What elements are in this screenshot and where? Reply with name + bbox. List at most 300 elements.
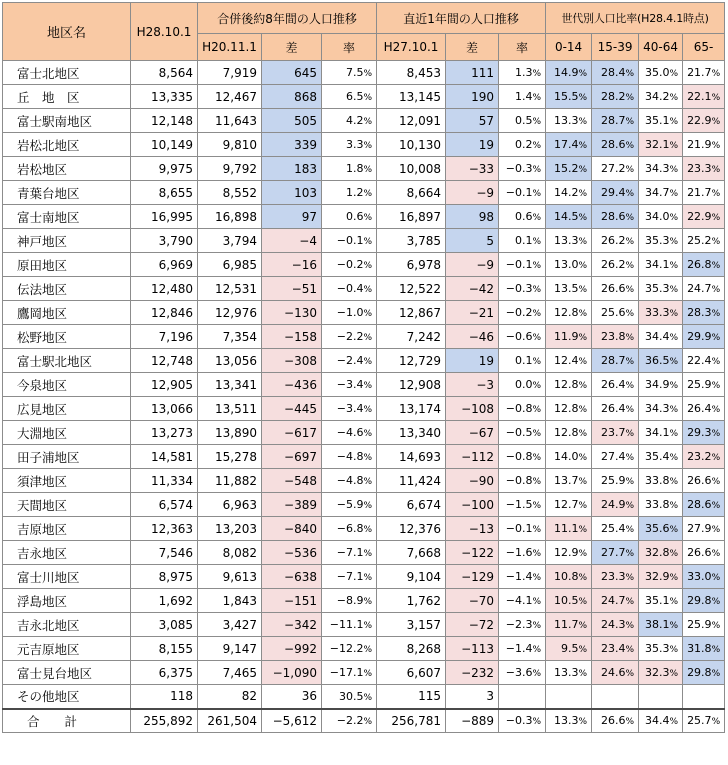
recent-diff: −90 bbox=[446, 469, 499, 493]
table-row bbox=[3, 253, 725, 277]
age-ratio-0 bbox=[546, 397, 592, 421]
district-name: その他地区 bbox=[3, 685, 131, 709]
age-ratio-0-suffix: % bbox=[578, 357, 588, 367]
merger-diff: −617 bbox=[262, 421, 322, 445]
age-ratio-0-value: 17.4 bbox=[554, 138, 579, 151]
age-ratio-3 bbox=[683, 493, 725, 517]
merger-rate-value: −2.4 bbox=[336, 354, 364, 367]
recent-rate-suffix: % bbox=[532, 261, 542, 271]
recent-rate-value: −4.1 bbox=[505, 594, 533, 607]
merger-rate bbox=[322, 589, 377, 613]
age-ratio-1-value: 28.6 bbox=[601, 138, 626, 151]
recent-diff: −889 bbox=[446, 709, 499, 733]
district-name: 吉永北地区 bbox=[3, 613, 131, 637]
recent-diff-header: 差 bbox=[446, 34, 499, 61]
age-ratio-2 bbox=[639, 541, 683, 565]
age-ratio-0-suffix: % bbox=[578, 645, 588, 655]
age-ratio-0-suffix: % bbox=[578, 621, 588, 631]
age-ratio-2-suffix: % bbox=[669, 477, 679, 487]
merger-rate-suffix: % bbox=[363, 549, 373, 559]
age-ratio-3 bbox=[683, 469, 725, 493]
age-ratio-1-suffix: % bbox=[625, 165, 635, 175]
age-ratio-2-value: 32.8 bbox=[645, 546, 670, 559]
recent-diff: −122 bbox=[446, 541, 499, 565]
recent-rate bbox=[499, 229, 546, 253]
population-h20: 15,278 bbox=[198, 445, 262, 469]
recent-rate-value: 0.1 bbox=[515, 354, 533, 367]
population-h28: 13,335 bbox=[131, 85, 198, 109]
recent-rate bbox=[499, 325, 546, 349]
age-ratio-3-suffix: % bbox=[711, 645, 721, 655]
population-h27: 10,008 bbox=[377, 157, 446, 181]
age-ratio-2-suffix: % bbox=[669, 117, 679, 127]
age-ratio-0-value: 14.2 bbox=[554, 186, 579, 199]
merger-rate-value: −4.8 bbox=[336, 450, 364, 463]
age-ratio-1-suffix: % bbox=[625, 645, 635, 655]
age-ratio-3-value: 29.3 bbox=[687, 426, 712, 439]
recent-rate-value: −0.8 bbox=[505, 402, 533, 415]
age-ratio-3 bbox=[683, 397, 725, 421]
recent-rate-suffix: % bbox=[532, 573, 542, 583]
age-ratio-2-value: 33.3 bbox=[645, 306, 670, 319]
age-ratio-0-suffix: % bbox=[578, 477, 588, 487]
recent-rate bbox=[499, 517, 546, 541]
age-ratio-2-suffix: % bbox=[669, 429, 679, 439]
age-ratio-1-value: 24.9 bbox=[601, 498, 626, 511]
age-ratio-2-value: 34.2 bbox=[645, 90, 670, 103]
age-ratio-3 bbox=[683, 373, 725, 397]
age-ratio-2-value: 34.9 bbox=[645, 378, 670, 391]
age-ratio-3-suffix: % bbox=[711, 93, 721, 103]
recent-rate-value: −0.1 bbox=[505, 258, 533, 271]
age-ratio-2-value: 32.1 bbox=[645, 138, 670, 151]
recent-rate bbox=[499, 565, 546, 589]
table-row bbox=[3, 661, 725, 685]
age-ratio-0 bbox=[546, 181, 592, 205]
merger-diff: 103 bbox=[262, 181, 322, 205]
recent-rate bbox=[499, 133, 546, 157]
age-ratio-2-suffix: % bbox=[669, 261, 679, 271]
age-ratio-0 bbox=[546, 253, 592, 277]
base-date-header: H28.10.1 bbox=[131, 3, 198, 61]
merger-rate bbox=[322, 493, 377, 517]
age-ratio-2-value: 34.3 bbox=[645, 162, 670, 175]
age-ratio-3-suffix: % bbox=[711, 357, 721, 367]
age-ratio-1 bbox=[592, 277, 639, 301]
age-ratio-3-value: 26.6 bbox=[687, 474, 712, 487]
age-ratio-1-suffix: % bbox=[625, 117, 635, 127]
age-ratio-0 bbox=[546, 277, 592, 301]
merger-rate bbox=[322, 301, 377, 325]
age-ratio-3-value: 27.9 bbox=[687, 522, 712, 535]
age-ratio-1-suffix: % bbox=[625, 285, 635, 295]
age-ratio-3-value: 25.9 bbox=[687, 618, 712, 631]
age-ratio-2-suffix: % bbox=[669, 405, 679, 415]
recent-rate bbox=[499, 205, 546, 229]
district-name: 元吉原地区 bbox=[3, 637, 131, 661]
age-ratio-3 bbox=[683, 277, 725, 301]
age-ratio-0 bbox=[546, 709, 592, 733]
district-name: 富士川地区 bbox=[3, 565, 131, 589]
age-ratio-0 bbox=[546, 541, 592, 565]
total-row bbox=[3, 709, 725, 733]
merger-rate-value: −12.2 bbox=[329, 642, 364, 655]
table-row bbox=[3, 613, 725, 637]
age-ratio-2-value: 36.5 bbox=[645, 354, 670, 367]
age-ratio-2 bbox=[639, 109, 683, 133]
age-ratio-0 bbox=[546, 685, 592, 709]
age-ratio-1-value: 27.7 bbox=[601, 546, 626, 559]
population-h27: 13,174 bbox=[377, 397, 446, 421]
age-ratio-1-suffix: % bbox=[625, 69, 635, 79]
table-row bbox=[3, 181, 725, 205]
age-ratio-3-value: 21.7 bbox=[687, 186, 712, 199]
recent-rate bbox=[499, 397, 546, 421]
population-h20: 9,613 bbox=[198, 565, 262, 589]
age-ratio-2-value: 33.8 bbox=[645, 498, 670, 511]
district-name: 大淵地区 bbox=[3, 421, 131, 445]
merger-rate bbox=[322, 325, 377, 349]
recent-rate-value: −1.5 bbox=[505, 498, 533, 511]
district-name: 合 計 bbox=[3, 709, 131, 733]
population-h20: 7,465 bbox=[198, 661, 262, 685]
recent-rate-suffix: % bbox=[532, 213, 542, 223]
recent-rate-suffix: % bbox=[532, 141, 542, 151]
recent-rate-value: −1.4 bbox=[505, 570, 533, 583]
recent-diff: −42 bbox=[446, 277, 499, 301]
district-name: 富士見台地区 bbox=[3, 661, 131, 685]
age-ratio-3 bbox=[683, 589, 725, 613]
recent-rate-suffix: % bbox=[532, 621, 542, 631]
age-ratio-1-value: 28.4 bbox=[601, 66, 626, 79]
age-ratio-2-value: 34.3 bbox=[645, 402, 670, 415]
age-ratio-3-value: 21.9 bbox=[687, 138, 712, 151]
merger-rate-value: 30.5 bbox=[338, 689, 364, 703]
recent-rate bbox=[499, 613, 546, 637]
age-ratio-3-value: 26.4 bbox=[687, 402, 712, 415]
merger-rate bbox=[322, 205, 377, 229]
age-ratio-0-suffix: % bbox=[578, 141, 588, 151]
age-ratio-2-suffix: % bbox=[669, 285, 679, 295]
population-h28: 12,748 bbox=[131, 349, 198, 373]
recent-rate-suffix: % bbox=[532, 525, 542, 535]
merger-rate bbox=[322, 253, 377, 277]
recent-rate-value: 0.5 bbox=[515, 114, 533, 127]
population-h27: 12,091 bbox=[377, 109, 446, 133]
population-h27: 1,762 bbox=[377, 589, 446, 613]
district-name: 岩松地区 bbox=[3, 157, 131, 181]
table-row bbox=[3, 325, 725, 349]
merger-rate bbox=[322, 277, 377, 301]
population-h27: 9,104 bbox=[377, 565, 446, 589]
population-h20: 8,082 bbox=[198, 541, 262, 565]
recent-rate-suffix: % bbox=[532, 285, 542, 295]
district-name: 丘 地 区 bbox=[3, 85, 131, 109]
merger-rate-value: 1.2 bbox=[345, 186, 364, 199]
population-h28: 7,546 bbox=[131, 541, 198, 565]
merger-diff: −697 bbox=[262, 445, 322, 469]
recent-rate bbox=[499, 109, 546, 133]
age-ratio-1 bbox=[592, 181, 639, 205]
age-ratio-3 bbox=[683, 325, 725, 349]
population-h20: 11,882 bbox=[198, 469, 262, 493]
merger-rate bbox=[322, 637, 377, 661]
age-ratio-3 bbox=[683, 565, 725, 589]
population-h20: 12,531 bbox=[198, 277, 262, 301]
age-ratio-3-value: 29.9 bbox=[687, 330, 712, 343]
age-ratio-3-value: 31.8 bbox=[687, 642, 712, 655]
age-ratio-1-value: 28.2 bbox=[601, 90, 626, 103]
population-h20: 11,643 bbox=[198, 109, 262, 133]
age-ratio-2 bbox=[639, 709, 683, 733]
merger-diff: −992 bbox=[262, 637, 322, 661]
table-row bbox=[3, 565, 725, 589]
age-ratio-3-value: 24.7 bbox=[687, 282, 712, 295]
population-h27: 11,424 bbox=[377, 469, 446, 493]
merger-diff: 97 bbox=[262, 205, 322, 229]
merger-rate bbox=[322, 469, 377, 493]
recent-diff: −113 bbox=[446, 637, 499, 661]
age-ratio-3-suffix: % bbox=[711, 453, 721, 463]
merger-rate-value: −1.0 bbox=[336, 306, 364, 319]
age-ratio-0-suffix: % bbox=[578, 189, 588, 199]
age-ratio-2 bbox=[639, 85, 683, 109]
age-ratio-3 bbox=[683, 133, 725, 157]
age-ratio-2 bbox=[639, 493, 683, 517]
merger-rate-value: −5.9 bbox=[336, 498, 364, 511]
population-h20: 13,890 bbox=[198, 421, 262, 445]
age-ratio-3-suffix: % bbox=[711, 621, 721, 631]
recent-diff: 19 bbox=[446, 133, 499, 157]
age-ratio-0 bbox=[546, 613, 592, 637]
age-ratio-2-suffix: % bbox=[669, 453, 679, 463]
merger-diff: −5,612 bbox=[262, 709, 322, 733]
merger-rate-header: 率 bbox=[322, 34, 377, 61]
population-h20: 9,147 bbox=[198, 637, 262, 661]
age-ratio-3 bbox=[683, 253, 725, 277]
population-h28: 14,581 bbox=[131, 445, 198, 469]
merger-diff: −151 bbox=[262, 589, 322, 613]
merger-diff: −436 bbox=[262, 373, 322, 397]
age-ratio-1 bbox=[592, 709, 639, 733]
population-h28: 13,066 bbox=[131, 397, 198, 421]
population-h20: 12,467 bbox=[198, 85, 262, 109]
recent-rate bbox=[499, 85, 546, 109]
recent-rate bbox=[499, 373, 546, 397]
recent-diff: 3 bbox=[446, 685, 499, 709]
table-row bbox=[3, 277, 725, 301]
population-h20: 13,341 bbox=[198, 373, 262, 397]
recent-rate-suffix: % bbox=[532, 165, 542, 175]
merger-rate-value: 3.3 bbox=[345, 138, 364, 151]
age-ratio-0 bbox=[546, 157, 592, 181]
merger-diff: 505 bbox=[262, 109, 322, 133]
age-ratio-2-suffix: % bbox=[669, 237, 679, 247]
merger-diff: −1,090 bbox=[262, 661, 322, 685]
age-ratio-0-value: 12.9 bbox=[554, 546, 579, 559]
recent-rate-value: −2.3 bbox=[505, 618, 533, 631]
merger-diff: −51 bbox=[262, 277, 322, 301]
table-row bbox=[3, 421, 725, 445]
age-ratio-2 bbox=[639, 229, 683, 253]
age-ratio-1-value: 27.4 bbox=[601, 450, 626, 463]
age-ratio-2-value: 32.9 bbox=[645, 570, 670, 583]
age-ratio-0 bbox=[546, 373, 592, 397]
age-ratio-2-value: 33.8 bbox=[645, 474, 670, 487]
population-h27: 3,785 bbox=[377, 229, 446, 253]
age-ratio-1-value: 29.4 bbox=[601, 186, 626, 199]
recent-date-header: H27.10.1 bbox=[377, 34, 446, 61]
recent-rate-suffix: % bbox=[532, 117, 542, 127]
age-ratio-1 bbox=[592, 589, 639, 613]
recent-rate-suffix: % bbox=[532, 597, 542, 607]
table-row bbox=[3, 61, 725, 85]
table-row bbox=[3, 229, 725, 253]
recent-diff: −13 bbox=[446, 517, 499, 541]
age-ratio-2-value: 35.1 bbox=[645, 594, 670, 607]
merger-rate bbox=[322, 541, 377, 565]
recent-rate-value: −0.8 bbox=[505, 450, 533, 463]
age-ratio-1-value: 27.2 bbox=[601, 162, 626, 175]
merger-rate-suffix: % bbox=[363, 189, 373, 199]
merger-rate-suffix: % bbox=[363, 453, 373, 463]
district-name: 神戸地区 bbox=[3, 229, 131, 253]
merger-rate-value: −4.8 bbox=[336, 474, 364, 487]
age-ratio-3-value: 25.9 bbox=[687, 378, 712, 391]
age-ratio-0-suffix: % bbox=[578, 117, 588, 127]
recent-diff: −100 bbox=[446, 493, 499, 517]
age-ratio-3-value: 23.3 bbox=[687, 162, 712, 175]
merger-diff: −638 bbox=[262, 565, 322, 589]
merger-rate-suffix: % bbox=[363, 357, 373, 367]
age-ratio-3-value: 22.9 bbox=[687, 114, 712, 127]
population-h28: 12,846 bbox=[131, 301, 198, 325]
table-row bbox=[3, 109, 725, 133]
merger-rate-suffix: % bbox=[363, 477, 373, 487]
district-name: 岩松北地区 bbox=[3, 133, 131, 157]
merger-rate bbox=[322, 109, 377, 133]
age-ratio-0-suffix: % bbox=[578, 381, 588, 391]
age-ratio-3-value: 22.9 bbox=[687, 210, 712, 223]
population-h27: 8,453 bbox=[377, 61, 446, 85]
recent-rate-value: −0.3 bbox=[505, 162, 533, 175]
recent-rate bbox=[499, 421, 546, 445]
age-ratio-0 bbox=[546, 445, 592, 469]
age-ratio-2-suffix: % bbox=[669, 93, 679, 103]
age-ratio-1-suffix: % bbox=[625, 405, 635, 415]
age-ratio-2 bbox=[639, 325, 683, 349]
merger-rate bbox=[322, 565, 377, 589]
merger-date-header: H20.11.1 bbox=[198, 34, 262, 61]
recent-rate-value: 0.0 bbox=[515, 378, 533, 391]
age-ratio-1-suffix: % bbox=[625, 309, 635, 319]
age-ratio-0-value: 15.5 bbox=[554, 90, 579, 103]
population-h28: 12,148 bbox=[131, 109, 198, 133]
recent-rate bbox=[499, 661, 546, 685]
merger-rate bbox=[322, 517, 377, 541]
age-ratio-3 bbox=[683, 109, 725, 133]
recent-diff: −72 bbox=[446, 613, 499, 637]
age-ratio-0-value: 9.5 bbox=[561, 642, 579, 655]
merger-rate-suffix: % bbox=[363, 285, 373, 295]
population-h28: 12,480 bbox=[131, 277, 198, 301]
age-ratio-1-value: 23.7 bbox=[601, 426, 626, 439]
age-ratio-2-value: 35.4 bbox=[645, 450, 670, 463]
recent-rate-value: 0.1 bbox=[515, 234, 533, 247]
recent-rate bbox=[499, 469, 546, 493]
age-ratio-3-value: 22.1 bbox=[687, 90, 712, 103]
age-ratio-1-suffix: % bbox=[625, 669, 635, 679]
population-h20: 12,976 bbox=[198, 301, 262, 325]
age-ratio-3-value: 29.8 bbox=[687, 666, 712, 679]
age-ratio-3-value: 25.7 bbox=[687, 714, 712, 728]
age-ratio-0-suffix: % bbox=[578, 669, 588, 679]
age-group-header: 世代別人口比率(H28.4.1時点) bbox=[546, 3, 725, 34]
merger-rate-value: −7.1 bbox=[336, 546, 364, 559]
recent-rate-value: −0.2 bbox=[505, 306, 533, 319]
age-ratio-3 bbox=[683, 445, 725, 469]
age-ratio-1 bbox=[592, 517, 639, 541]
table-row bbox=[3, 157, 725, 181]
recent-rate-suffix: % bbox=[532, 549, 542, 559]
recent-rate-suffix: % bbox=[532, 189, 542, 199]
age-ratio-2-suffix: % bbox=[669, 501, 679, 511]
age-ratio-1-value: 23.8 bbox=[601, 330, 626, 343]
age-ratio-1-value: 28.7 bbox=[601, 354, 626, 367]
merger-rate-suffix: % bbox=[363, 69, 373, 79]
age-ratio-2-value: 35.3 bbox=[645, 282, 670, 295]
age-0-14-header: 0-14 bbox=[546, 34, 592, 61]
age-ratio-3 bbox=[683, 85, 725, 109]
age-ratio-1 bbox=[592, 373, 639, 397]
population-h27: 12,522 bbox=[377, 277, 446, 301]
age-ratio-2 bbox=[639, 637, 683, 661]
merger-diff: −389 bbox=[262, 493, 322, 517]
age-ratio-2-suffix: % bbox=[669, 189, 679, 199]
age-ratio-1-suffix: % bbox=[625, 237, 635, 247]
recent-rate-value: 1.3 bbox=[515, 66, 533, 79]
recent-diff: 57 bbox=[446, 109, 499, 133]
merger-rate-suffix: % bbox=[363, 669, 373, 679]
population-h27: 6,607 bbox=[377, 661, 446, 685]
age-ratio-0-value: 13.3 bbox=[554, 234, 579, 247]
population-h28: 8,655 bbox=[131, 181, 198, 205]
population-h27: 6,674 bbox=[377, 493, 446, 517]
age-ratio-3 bbox=[683, 205, 725, 229]
age-ratio-1-value: 26.2 bbox=[601, 234, 626, 247]
age-ratio-0-suffix: % bbox=[578, 501, 588, 511]
age-ratio-0 bbox=[546, 469, 592, 493]
merger-rate-value: −0.1 bbox=[336, 234, 364, 247]
age-ratio-0 bbox=[546, 517, 592, 541]
age-ratio-0-value: 13.7 bbox=[554, 474, 579, 487]
age-ratio-0-value: 10.8 bbox=[554, 570, 579, 583]
age-ratio-3-suffix: % bbox=[711, 477, 721, 487]
age-ratio-1 bbox=[592, 109, 639, 133]
recent-rate bbox=[499, 349, 546, 373]
population-h20: 16,898 bbox=[198, 205, 262, 229]
district-name: 青葉台地区 bbox=[3, 181, 131, 205]
population-h28: 7,196 bbox=[131, 325, 198, 349]
table-row bbox=[3, 637, 725, 661]
merger-diff: 339 bbox=[262, 133, 322, 157]
age-ratio-1-suffix: % bbox=[625, 717, 635, 728]
population-h20: 6,963 bbox=[198, 493, 262, 517]
age-ratio-3 bbox=[683, 421, 725, 445]
population-h28: 118 bbox=[131, 685, 198, 709]
age-ratio-2 bbox=[639, 277, 683, 301]
age-ratio-0-suffix: % bbox=[578, 213, 588, 223]
